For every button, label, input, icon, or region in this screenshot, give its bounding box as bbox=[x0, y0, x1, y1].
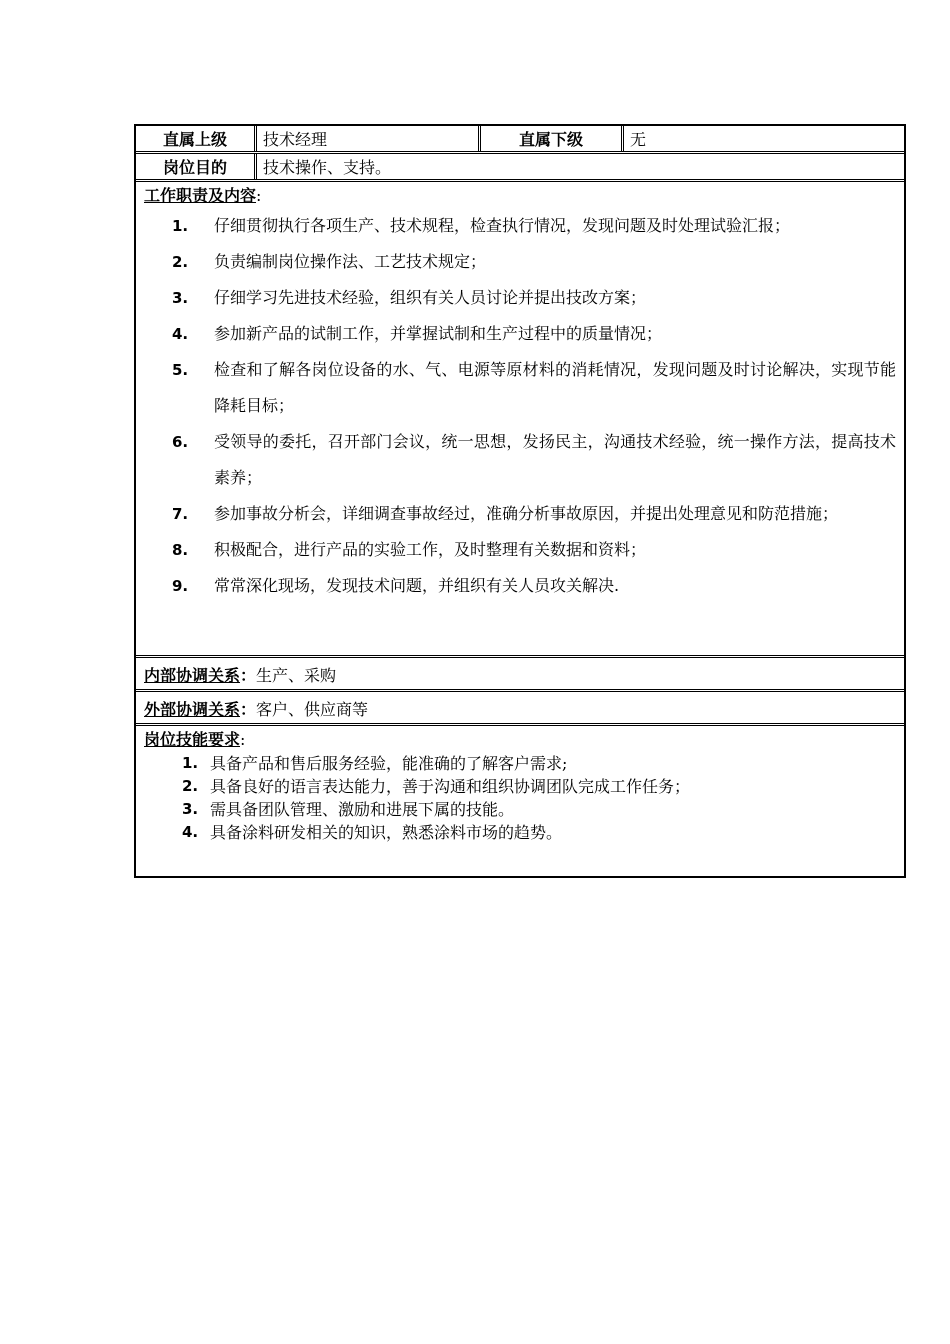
list-item-text: 检查和了解各岗位设备的水、气、电源等原材料的消耗情况，发现问题及时讨论解决，实现节能降耗目标； bbox=[214, 360, 896, 415]
list-item bbox=[144, 352, 896, 424]
list-item-number: 1. bbox=[182, 754, 199, 772]
list-item-text: 具备良好的语言表达能力，善于沟通和组织协调团队完成工作任务； bbox=[210, 777, 691, 796]
list-item bbox=[144, 244, 896, 280]
list-item bbox=[144, 821, 896, 844]
subordinate-label: 直属下级 bbox=[481, 126, 624, 151]
list-item bbox=[144, 752, 896, 775]
list-item-text: 受领导的委托，召开部门会议，统一思想，发扬民主，沟通技术经验，统一操作方法，提高技术素养； bbox=[214, 432, 896, 487]
list-item-number: 3. bbox=[172, 289, 189, 307]
internal-value: 生产、采购 bbox=[256, 666, 337, 685]
list-item bbox=[144, 532, 896, 568]
list-item-number: 5. bbox=[172, 361, 189, 379]
header-row-1 bbox=[136, 126, 904, 154]
internal-heading: 内部协调关系 bbox=[144, 666, 241, 685]
job-description-table bbox=[134, 124, 906, 878]
list-item bbox=[144, 775, 896, 798]
list-item bbox=[144, 208, 896, 244]
duties-heading: 工作职责及内容 bbox=[144, 186, 257, 205]
superior-value: 技术经理 bbox=[257, 126, 481, 151]
list-item-text: 具备涂料研发相关的知识，熟悉涂料市场的趋势。 bbox=[210, 823, 563, 842]
duties-section bbox=[136, 182, 904, 658]
skills-heading: 岗位技能要求 bbox=[144, 730, 241, 749]
purpose-label: 岗位目的 bbox=[136, 154, 257, 179]
skills-section bbox=[136, 726, 904, 876]
list-item bbox=[144, 280, 896, 316]
list-item-text: 参加事故分析会，详细调查事故经过，准确分析事故原因，并提出处理意见和防范措施； bbox=[214, 504, 839, 523]
subordinate-value: 无 bbox=[630, 130, 647, 149]
list-item-number: 1. bbox=[172, 217, 189, 235]
list-item-text: 参加新产品的试制工作，并掌握试制和生产过程中的质量情况； bbox=[214, 324, 663, 343]
purpose-value: 技术操作、支持。 bbox=[263, 158, 392, 177]
duties-heading-colon: : bbox=[256, 186, 262, 205]
list-item-number: 7. bbox=[172, 505, 189, 523]
list-item-text: 常常深化现场，发现技术问题，并组织有关人员攻关解决. bbox=[214, 576, 620, 595]
list-item-text: 需具备团队管理、激励和进展下属的技能。 bbox=[210, 800, 515, 819]
external-value: 客户、供应商等 bbox=[256, 700, 369, 719]
list-item bbox=[144, 798, 896, 821]
list-item-number: 3. bbox=[182, 800, 199, 818]
list-item bbox=[144, 568, 896, 604]
list-item-number: 2. bbox=[172, 253, 189, 271]
skills-heading-colon: : bbox=[240, 730, 246, 749]
list-item bbox=[144, 316, 896, 352]
header-row-2 bbox=[136, 154, 904, 182]
external-coordination-row bbox=[136, 692, 904, 726]
list-item-text: 具备产品和售后服务经验，能准确的了解客户需求; bbox=[210, 754, 568, 773]
list-item-number: 9. bbox=[172, 577, 189, 595]
list-item-number: 4. bbox=[182, 823, 199, 841]
superior-label: 直属上级 bbox=[136, 126, 257, 151]
list-item-text: 仔细贯彻执行各项生产、技术规程，检查执行情况，发现问题及时处理试验汇报； bbox=[214, 216, 791, 235]
list-item-text: 仔细学习先进技术经验，组织有关人员讨论并提出技改方案； bbox=[214, 288, 647, 307]
internal-colon: ： bbox=[240, 666, 257, 685]
duties-list bbox=[144, 208, 896, 604]
list-item bbox=[144, 496, 896, 532]
list-item-number: 6. bbox=[172, 433, 189, 451]
skills-list bbox=[144, 752, 896, 844]
internal-coordination-row bbox=[136, 658, 904, 692]
list-item bbox=[144, 424, 896, 496]
external-colon: ： bbox=[240, 700, 257, 719]
list-item-text: 负责编制岗位操作法、工艺技术规定； bbox=[214, 252, 487, 271]
list-item-number: 4. bbox=[172, 325, 189, 343]
list-item-number: 8. bbox=[172, 541, 189, 559]
list-item-text: 积极配合，进行产品的实验工作，及时整理有关数据和资料； bbox=[214, 540, 647, 559]
external-heading: 外部协调关系 bbox=[144, 700, 241, 719]
list-item-number: 2. bbox=[182, 777, 199, 795]
